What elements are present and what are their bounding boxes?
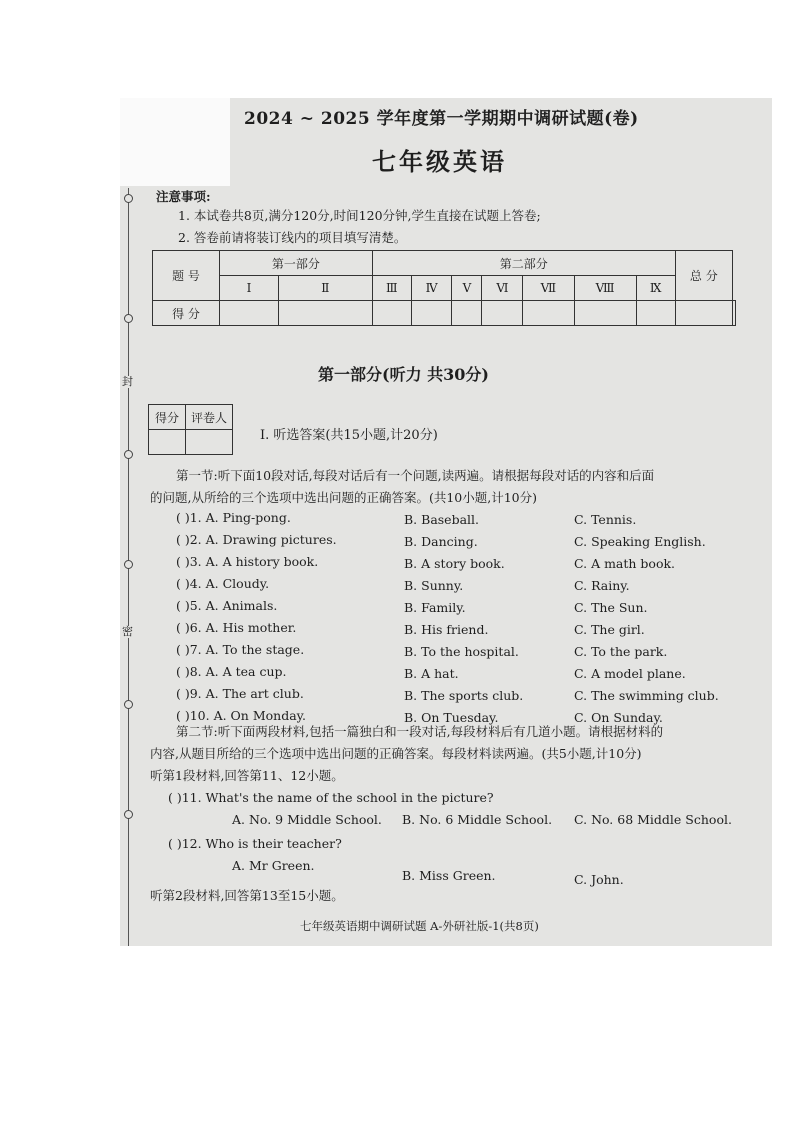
numeral-cell: Ⅵ [482,276,523,301]
binding-hole-icon [124,700,133,709]
instruction-line: 的问题,从所给的三个选项中选出问题的正确答案。(共10小题,计10分) [150,490,538,505]
score-cell[interactable] [278,301,372,326]
option-a: A. Mr Green. [232,858,315,873]
score-cell[interactable] [372,301,411,326]
binding-hole-icon [124,314,133,323]
part1-title: 第一部分(听力 共30分) [318,365,489,384]
material-note: 听第1段材料,回答第11、12小题。 [150,768,344,783]
exam-title: 2024 ~ 2025 学年度第一学期期中调研试题(卷) [244,109,639,129]
option-c: C. Rainy. [574,578,630,593]
option-b: B. A story book. [404,556,505,571]
question-option-a: ( )9. A. The art club. [176,686,304,701]
score-cell[interactable] [675,301,732,326]
question-stem: ( )12. Who is their teacher? [168,836,342,851]
numeral-cell: Ⅳ [411,276,452,301]
binding-hole-icon [124,450,133,459]
option-c: C. John. [574,872,624,887]
option-c: C. The girl. [574,622,645,637]
question-option-a: ( )10. A. On Monday. [176,708,307,723]
option-c: C. No. 68 Middle School. [574,812,732,827]
option-b: B. A hat. [404,666,459,681]
folded-corner [120,98,230,186]
score-cell[interactable] [636,301,675,326]
notice-item: 1. 本试卷共8页,满分120分,时间120分钟,学生直接在试题上答卷; [178,208,541,223]
option-c: C. Tennis. [574,512,637,527]
option-c: C. The Sun. [574,600,648,615]
option-c: C. To the park. [574,644,668,659]
page-footer: 七年级英语期中调研试题 A-外研社版-1(共8页) [300,919,539,933]
question-option-a: ( )7. A. To the stage. [176,642,305,657]
grader-score-label: 得分 [149,405,186,430]
binding-hole-icon [124,194,133,203]
option-b: B. Baseball. [404,512,480,527]
score-cell[interactable] [523,301,574,326]
total-label: 总 分 [675,251,732,301]
question-option-a: ( )2. A. Drawing pictures. [176,532,337,547]
option-b: B. To the hospital. [404,644,519,659]
option-b: B. His friend. [404,622,489,637]
question-no-label: 题 号 [153,251,220,301]
numeral-cell: Ⅱ [278,276,372,301]
score-table [152,250,736,326]
grader-name-label: 评卷人 [186,405,233,430]
score-cell[interactable] [220,301,279,326]
option-b: B. Miss Green. [402,868,496,883]
subject-title: 七年级英语 [372,147,507,176]
instruction-line: 第一节:听下面10段对话,每段对话后有一个问题,读两遍。请根据每段对话的内容和后面 [176,468,655,483]
notice-item: 2. 答卷前请将装订线内的项目填写清楚。 [178,230,407,245]
option-c: C. A model plane. [574,666,686,681]
numeral-cell: Ⅲ [372,276,411,301]
score-cell[interactable] [452,301,482,326]
option-b: B. Sunny. [404,578,464,593]
score-cell[interactable] [411,301,452,326]
option-c: C. The swimming club. [574,688,719,703]
score-cell[interactable] [482,301,523,326]
numeral-cell: Ⅶ [523,276,574,301]
section1-title: Ⅰ. 听选答案(共15小题,计20分) [260,428,438,443]
material-note: 听第2段材料,回答第13至15小题。 [150,888,344,903]
option-c: C. On Sunday. [574,710,663,725]
score-label: 得 分 [153,301,220,326]
notice-heading: 注意事项: [156,189,211,204]
binding-label: 封 [122,375,133,388]
option-b: B. No. 6 Middle School. [402,812,553,827]
instruction-line: 内容,从题目所给的三个选项中选出问题的正确答案。每段材料读两遍。(共5小题,计10分) [150,746,642,761]
binding-label: 密 [122,625,133,638]
question-option-a: ( )1. A. Ping-pong. [176,510,291,525]
numeral-cell: Ⅰ [220,276,279,301]
grader-name-cell[interactable] [186,430,233,455]
question-option-a: ( )3. A. A history book. [176,554,319,569]
option-b: B. Dancing. [404,534,478,549]
numeral-cell: Ⅷ [574,276,636,301]
question-stem: ( )11. What's the name of the school in the picture? [168,790,494,805]
option-c: C. A math book. [574,556,676,571]
part1-label: 第一部分 [220,251,373,276]
numeral-cell: Ⅴ [452,276,482,301]
total-cell[interactable] [732,301,735,326]
binding-hole-icon [124,810,133,819]
part2-label: 第二部分 [372,251,675,276]
option-a: A. No. 9 Middle School. [232,812,382,827]
exam-paper [120,98,772,946]
question-option-a: ( )5. A. Animals. [176,598,278,613]
question-option-a: ( )8. A. A tea cup. [176,664,287,679]
option-b: B. The sports club. [404,688,524,703]
binding-hole-icon [124,560,133,569]
question-option-a: ( )4. A. Cloudy. [176,576,270,591]
option-c: C. Speaking English. [574,534,706,549]
instruction-line: 第二节:听下面两段材料,包括一篇独白和一段对话,每段材料后有几道小题。请根据材料的 [176,724,664,739]
grader-score-cell[interactable] [149,430,186,455]
question-option-a: ( )6. A. His mother. [176,620,297,635]
option-b: B. On Tuesday. [404,710,499,725]
grader-box [148,404,233,455]
option-b: B. Family. [404,600,466,615]
numeral-cell: Ⅸ [636,276,675,301]
score-cell[interactable] [574,301,636,326]
